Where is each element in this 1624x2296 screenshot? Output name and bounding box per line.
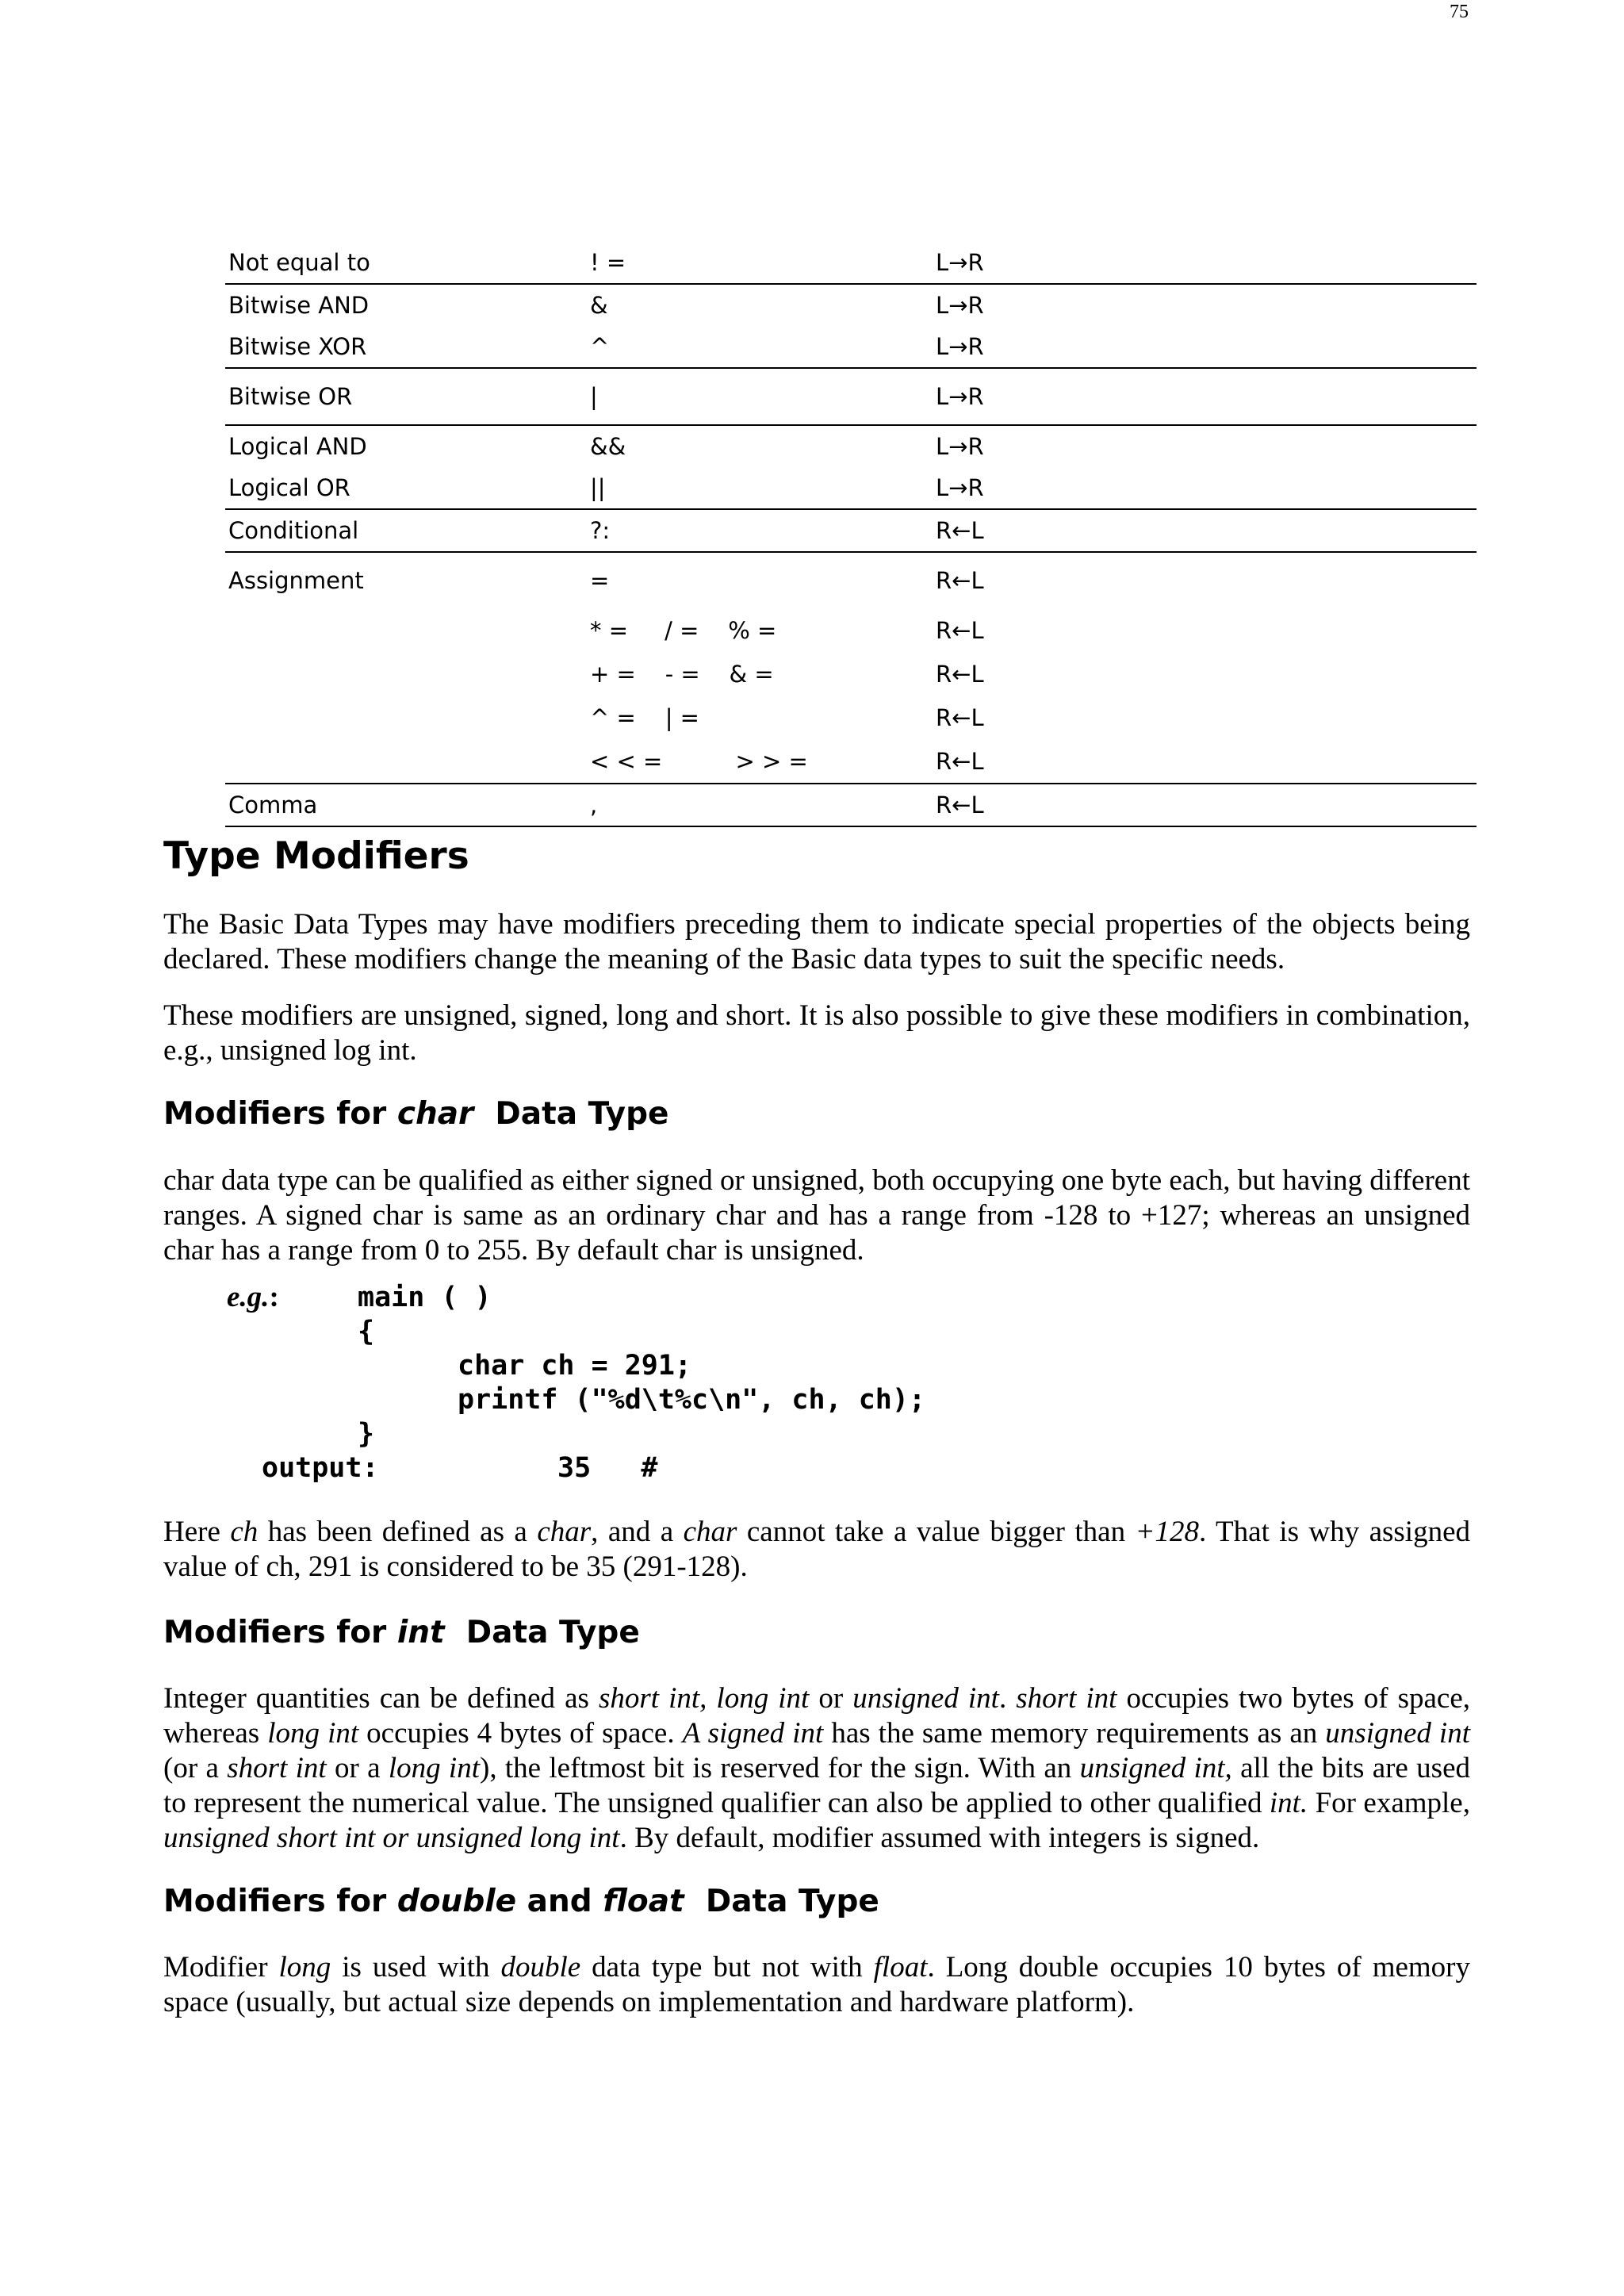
operator-name: Bitwise XOR (225, 326, 587, 368)
table-row (225, 784, 1477, 826)
operator-associativity: R←L (933, 739, 1477, 784)
int-para: Integer quantities can be defined as short int, long int or unsigned int. short int occupies two bytes of space, whereas long int occupies 4 bytes of space. A signed int has the same memory requirements as an unsigned int (or a short int or a long int), the leftmost bit is reserved for the sign. With an unsigned int, all the bits are used to represent the numerical value. The unsigned qualifier can also be applied to other qualified int. For example, unsigned short int or unsigned long int. By default, modifier assumed with integers is signed. (163, 1682, 1470, 1854)
output-label: output: (262, 1452, 379, 1484)
code-line-declaration: char ch = 291; (458, 1350, 692, 1382)
operator-table-body (225, 242, 1477, 826)
table-row (225, 284, 1477, 326)
operator-symbol: ! = (587, 242, 933, 284)
operator-symbol: ^ (587, 326, 933, 368)
operator-associativity: L→R (936, 292, 984, 319)
int-section-heading-block (163, 1615, 1470, 1650)
operator-symbol: ?: (587, 509, 933, 552)
operator-symbol: & (590, 292, 608, 319)
example-label: e.g.: (227, 1281, 279, 1313)
page-number: 75 (1450, 2, 1469, 22)
operator-name: Comma (225, 784, 587, 826)
table-row (225, 652, 1477, 696)
operator-name (225, 608, 587, 652)
operator-name: Assignment (228, 567, 364, 594)
char-keyword: char (396, 1096, 474, 1132)
char-para-2: Here ch has been defined as a char, and a char cannot take a value bigger than +128. That is why assigned value of ch, 291 is considered to be 35 (291-128). (163, 1516, 1470, 1583)
type-modifiers-para-2: These modifiers are unsigned, signed, long and short. It is also possible to give these modifiers in combination, e.g., unsigned log int. (163, 999, 1470, 1067)
int-para-block (163, 1681, 1470, 1856)
operator-associativity: L→R (933, 326, 1477, 368)
double-section-heading-block (163, 1884, 1470, 1919)
operator-associativity: L→R (933, 368, 1477, 425)
table-row (225, 509, 1477, 552)
code-line-printf: printf ("%d\t%c\n", ch, ch); (458, 1384, 926, 1416)
section-title: Type Modifiers (163, 834, 469, 878)
table-row (225, 739, 1477, 784)
operator-name (225, 696, 587, 739)
operator-symbol: && (590, 433, 626, 460)
table-row (225, 242, 1477, 284)
table-row (225, 425, 1477, 467)
code-line-open-brace: { (358, 1316, 375, 1347)
operator-associativity: R←L (933, 509, 1477, 552)
operator-name (225, 652, 587, 696)
operator-symbol: ^ = | = (590, 703, 699, 731)
double-para: Modifier long is used with double data type but not with float. Long double occupies 10 bytes of memory space (usually, but actual size depends on implementation and hardware platform). (163, 1951, 1470, 2018)
operator-name: Bitwise OR (225, 368, 587, 425)
code-line-close-brace: } (358, 1418, 375, 1450)
operator-name: Conditional (225, 509, 587, 552)
code-line-main: main ( ) (358, 1282, 492, 1313)
operator-symbol: | (587, 368, 933, 425)
double-para-block (163, 1950, 1470, 2020)
table-row (225, 368, 1477, 425)
operator-associativity: L→R (933, 467, 1477, 509)
char-section-title: Modifiers for char Data Type (163, 1096, 669, 1132)
operator-name: Logical AND (228, 433, 367, 460)
operator-symbol: , (587, 784, 933, 826)
operator-associativity: R←L (936, 616, 984, 644)
table-row (225, 696, 1477, 739)
operator-name: Bitwise AND (228, 292, 370, 319)
table-row (225, 608, 1477, 652)
type-modifiers-para-1-block (163, 907, 1470, 977)
type-modifiers-para-1: The Basic Data Types may have modifiers preceding them to indicate special properties of the objects being declared. These modifiers change the meaning of the Basic data types to suit the specific needs. (163, 908, 1470, 976)
operator-name: Logical OR (225, 467, 587, 509)
operator-symbol: + = - = & = (590, 660, 774, 688)
operator-associativity: L→R (936, 433, 984, 460)
operator-precedence-table (225, 242, 1477, 827)
table-row (225, 326, 1477, 368)
type-modifiers-section (163, 834, 1470, 878)
double-section-title: Modifiers for double and float Data Type (163, 1884, 879, 1919)
operator-associativity: R←L (936, 703, 984, 731)
operator-name (225, 739, 587, 784)
operator-symbol: = (590, 567, 610, 594)
operator-associativity: R←L (936, 567, 984, 594)
type-modifiers-para-2-block (163, 999, 1470, 1068)
float-keyword: float (603, 1884, 684, 1919)
operator-symbol: * = / = % = (590, 616, 777, 644)
int-keyword: int (396, 1615, 445, 1650)
operator-associativity: R←L (936, 660, 984, 688)
output-value: 35 # (557, 1452, 658, 1484)
operator-associativity: R←L (933, 784, 1477, 826)
char-para-1-block (163, 1163, 1470, 1268)
operator-symbol: < < = > > = (587, 739, 933, 784)
operator-name: Not equal to (225, 242, 587, 284)
char-para-2-block (163, 1515, 1470, 1585)
operator-symbol: || (587, 467, 933, 509)
double-keyword: double (396, 1884, 517, 1919)
char-para-1: char data type can be qualified as either signed or unsigned, both occupying one byte each, but having different ranges. A signed char is same as an ordinary char and has a range from -128 to +127; whereas an unsigned char has a range from 0 to 255. By default char is unsigned. (163, 1164, 1470, 1267)
table-row (225, 552, 1477, 608)
char-section-heading-block (163, 1096, 1470, 1132)
int-section-title: Modifiers for int Data Type (163, 1615, 640, 1650)
operator-associativity: L→R (933, 242, 1477, 284)
table-row (225, 467, 1477, 509)
